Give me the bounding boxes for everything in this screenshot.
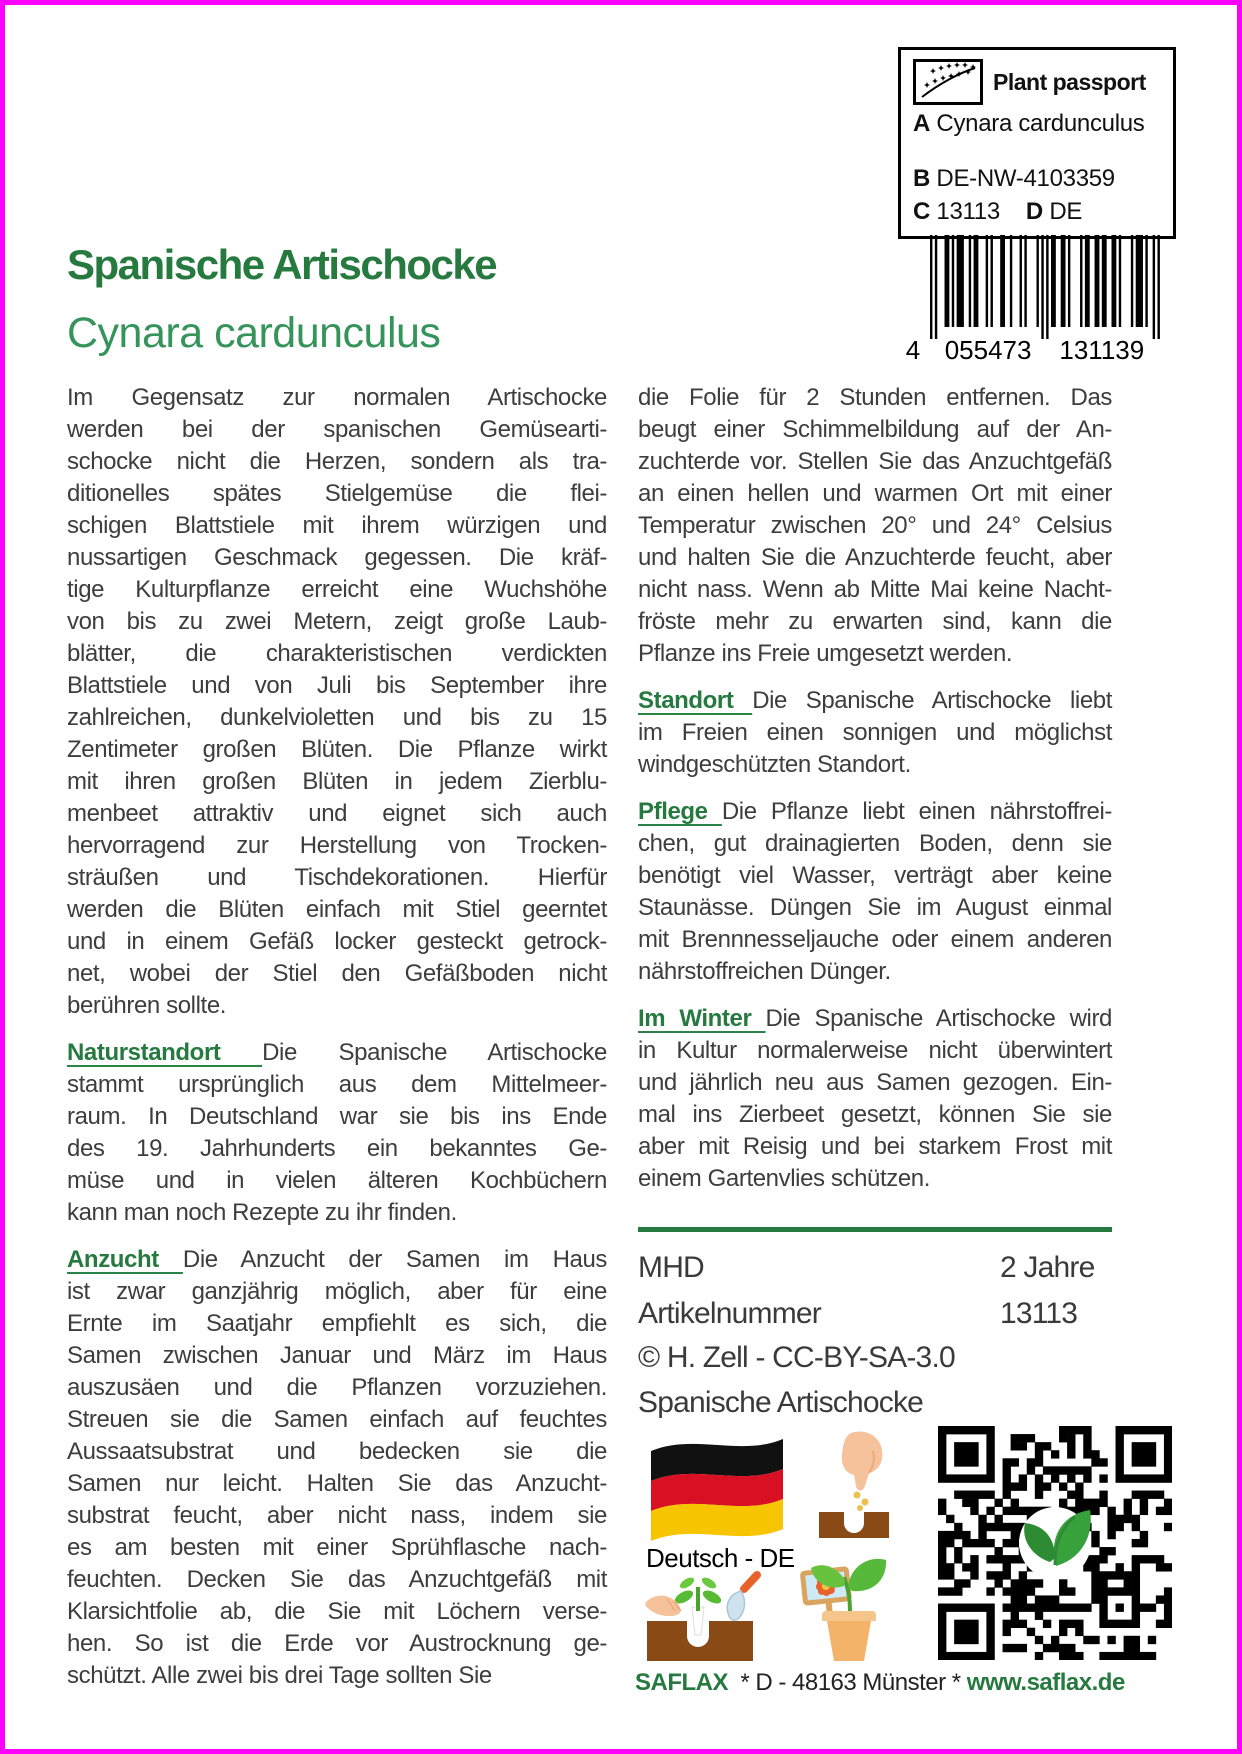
text-line: auszusäen und die Pflanzen vorzuziehen. [67,1374,607,1401]
text-line: zuchterde vor. Stellen Sie das Anzuchtgefäß [638,448,1112,475]
text-line: sträußen und Tischdekorationen. Hierfür [67,864,607,891]
passport-label-a: A [913,110,931,137]
plant-passport-header [913,59,1163,105]
text-line: tige Kulturpflanze erreicht eine Wuchshöhe [67,576,607,603]
text-line: schigen Blattstiele mit ihrem würzigen und [67,512,607,539]
section-heading: Standort [638,687,753,714]
potted-plant-sign-icon [798,1547,900,1663]
text-line: des 19. Jahrhunderts ein bekanntes Ge- [67,1135,607,1162]
mhd-row [638,1251,1112,1285]
text-line: hen. So ist die Erde vor Austrocknung ge- [67,1630,607,1657]
paragraph [638,796,1112,988]
text-line: windgeschützten Standort. [638,751,911,778]
text-line: Pflege Die Pflanze liebt einen nährstoffrei- [638,798,1112,825]
passport-value-b: DE-NW-4103359 [936,165,1115,192]
text-line: blätter, die charakteristischen verdickten [67,640,607,667]
website-url: www.saflax.de [966,1669,1125,1696]
text-line: schocke nicht die Herzen, sondern als tra- [67,448,607,475]
section-heading: Anzucht [67,1246,183,1273]
plant-passport-box [898,47,1176,239]
text-line: raum. In Deutschland war sie bis ins Ende [67,1103,607,1130]
text-line: die Folie für 2 Stunden entfernen. Das [638,384,1112,411]
text-line: und halten Sie die Anzuchterde feucht, aber [638,544,1112,571]
text-line: müse und in vielen älteren Kochbüchern [67,1167,607,1194]
sowing-seeds-icon [817,1429,891,1539]
product-name: Spanische Artischocke [638,1386,924,1419]
passport-line-b [913,165,1163,193]
text-line: an einen hellen und warmen Ort mit einer [638,480,1112,507]
paragraph [638,382,1112,670]
text-line: Standort Die Spanische Artischocke liebt [638,687,1112,714]
text-line: Klarsichtfolie ab, die Sie mit Löchern verse- [67,1598,607,1625]
text-line: werden bei der spanischen Gemüsearti- [67,416,607,443]
mhd-label: MHD [638,1251,704,1284]
text-line: Anzucht Die Anzucht der Samen im Haus [67,1246,608,1273]
footer-address [635,1669,1125,1697]
passport-line-a [913,110,1163,138]
text-line: net, wobei der Stiel den Gefäßboden nicht [67,960,607,987]
text-line: von bis zu zwei Metern, zeigt große Laub- [67,608,607,635]
text-line: beugt einer Schimmelbildung auf der An- [638,416,1112,443]
text-line: Naturstandort Die Spanische Artischocke [67,1039,607,1066]
text-line: es am besten mit einer Sprühflasche nach- [67,1534,607,1561]
text-line: berühren sollte. [67,992,227,1019]
text-line: Im Gegensatz zur normalen Artischocke [67,384,607,411]
text-line: einem Gartenvlies schützen. [638,1165,931,1192]
plant-passport-title: Plant passport [993,68,1146,95]
text-line: mit Brennnesseljauche oder einem anderen [638,926,1112,953]
svg-text:4: 4 [905,335,921,363]
passport-value-c: 13113 [936,198,1000,225]
photo-credit: © H. Zell - CC-BY-SA-3.0 [638,1341,955,1374]
passport-line-cd [913,198,1163,226]
text-line: Aussaatsubstrat und bedecken sie die [67,1438,607,1465]
ean-barcode [893,233,1189,363]
text-line: Zentimeter großen Blüten. Die Pflanze wirkt [67,736,607,763]
paragraph [638,685,1112,781]
text-line: mit ihren großen Blüten in jedem Zierblu- [67,768,607,795]
text-line: mal ins Zierbeet gesetzt, können Sie sie [638,1101,1112,1128]
section-heading: Pflege [638,798,722,825]
article-right-column [638,382,1112,1210]
text-line: substrat feucht, aber nicht nass, indem sie [67,1502,607,1529]
text-line: Samen nur leicht. Halten Sie das Anzucht- [67,1470,607,1497]
text-line: Im Winter Die Spanische Artischocke wird [638,1005,1112,1032]
passport-spacer [913,138,1163,160]
article-number-row [638,1297,1112,1331]
divider-rule [638,1227,1112,1232]
language-label: Deutsch - DE [646,1543,795,1573]
planting-seedling-icon [645,1569,763,1663]
text-line: zahlreichen, dunkelvioletten und bis zu 15 [67,704,607,731]
text-line: feuchten. Decken Sie das Anzuchtgefäß mit [67,1566,607,1593]
article-number-label: Artikelnummer [638,1297,821,1330]
text-line: nicht nass. Wenn ab Mitte Mai keine Nacht- [638,576,1112,603]
text-line: Pflanze ins Freie umgesetzt werden. [638,640,1013,667]
article-left-column [67,382,607,1707]
passport-value-a: Cynara cardunculus [936,110,1145,137]
eu-organic-leaf-icon [913,59,983,105]
text-line: und in einem Gefäß locker gesteckt getrock- [67,928,607,955]
text-line: Streuen sie die Samen einfach auf feuchtes [67,1406,607,1433]
article-number-value: 13113 [1000,1297,1078,1330]
section-heading: Im Winter [638,1005,766,1032]
text-line: benötigt viel Wasser, verträgt aber keine [638,862,1112,889]
text-line: werden die Blüten einfach mit Stiel geerntet [67,896,607,923]
page-title: Spanische Artischocke [67,241,497,288]
text-line: schützt. Alle zwei bis drei Tage sollten Sie [67,1662,492,1689]
text-line: ist zwar ganzjährig möglich, aber für eine [67,1278,607,1305]
text-line: Ernte im Saatjahr empfiehlt es sich, die [67,1310,607,1337]
paragraph [67,382,607,1022]
text-line: und jährlich neu aus Samen gezogen. Ein- [638,1069,1112,1096]
text-line: stammt ursprünglich aus dem Mittelmeer- [67,1071,607,1098]
svg-text:131139: 131139 [1059,335,1145,363]
brand-name: SAFLAX [635,1669,728,1696]
text-line: fröste mehr zu erwarten sind, kann die [638,608,1112,635]
text-line: nährstoffreichen Dünger. [638,958,891,985]
footer-middle: * D - 48163 Münster * [728,1669,967,1696]
text-line: kann man noch Rezepte zu ihr finden. [67,1199,457,1226]
section-heading: Naturstandort [67,1039,263,1066]
paragraph [67,1244,607,1692]
text-line: Blattstiele und von Juli bis September ihre [67,672,607,699]
svg-text:055473: 055473 [944,335,1032,363]
text-line: menbeet attraktiv und eignet sich auch [67,800,607,827]
text-line: aber mit Reisig und bei starkem Frost mit [638,1133,1112,1160]
text-line: in Kultur normalerweise nicht überwintert [638,1037,1112,1064]
text-line: Temperatur zwischen 20° und 24° Celsius [638,512,1112,539]
german-flag-icon [645,1429,789,1545]
text-line: Samen zwischen Januar und März im Haus [67,1342,607,1369]
text-line: im Freien einen sonnigen und möglichst [638,719,1112,746]
passport-label-d: D [1025,198,1043,225]
mhd-value: 2 Jahre [1000,1251,1095,1284]
text-line: Staunässe. Düngen Sie im August einmal [638,894,1112,921]
passport-value-d: DE [1049,198,1083,225]
passport-label-b: B [913,165,931,192]
qr-code [938,1426,1172,1660]
text-line: chen, gut drainagierten Boden, denn sie [638,830,1112,857]
passport-label-c: C [913,198,931,225]
text-line: ditionelles spätes Stielgemüse die flei- [67,480,607,507]
paragraph [638,1003,1112,1195]
text-line: hervorragend zur Herstellung von Trocken- [67,832,607,859]
paragraph [67,1037,607,1229]
text-line: nussartigen Geschmack gegessen. Die kräf- [67,544,607,571]
botanical-name: Cynara cardunculus [67,309,441,357]
